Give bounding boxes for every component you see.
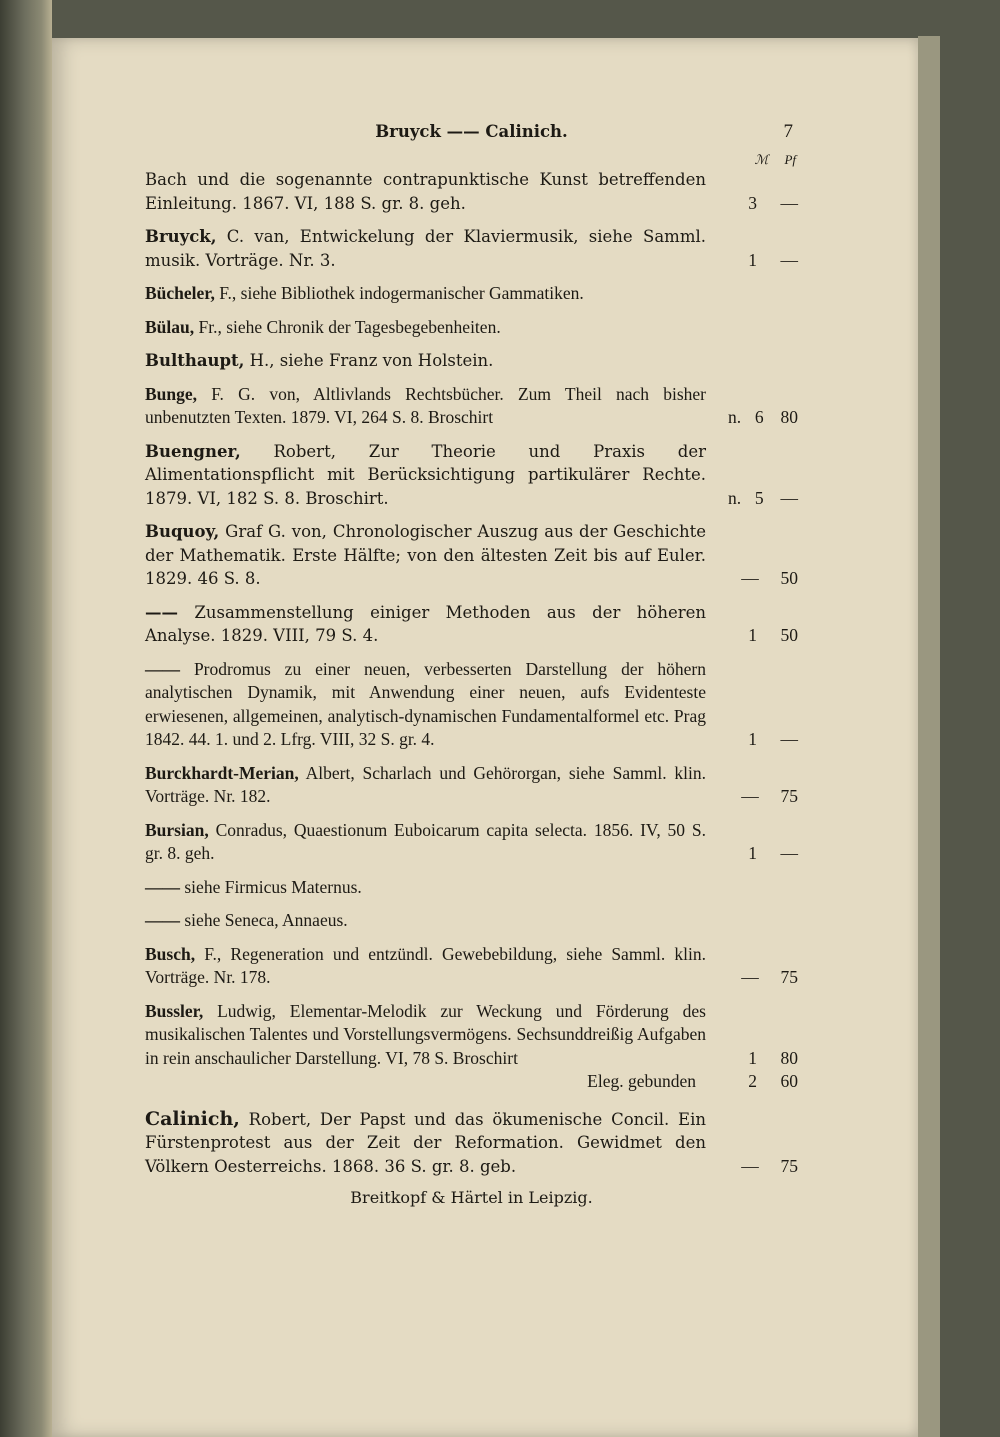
entry-description: Robert, Zur Theorie und Praxis der Alimentationspflicht mit Berücksichtigung partikulärer Rechte. 1879. VI, 182 S. 8. Broschirt.	[145, 441, 706, 508]
entry-description: F., siehe Bibliothek indogermanischer Gammatiken.	[219, 283, 584, 303]
entry-description: Ludwig, Elementar-Melodik zur Weckung und Förderung des musikalischen Talentes und Vorstellungsvermögens. Sechsunddreißig Aufgaben in rein anschaulicher Darstellung. VI, 78 S. Broschirt	[145, 1000, 706, 1068]
page-text	[145, 120, 798, 1210]
entry-author: Calinich,	[145, 1107, 240, 1130]
header-title: Bruyck —— Calinich.	[375, 122, 568, 141]
entry-author: Busch,	[145, 943, 196, 964]
entry-description: H., siehe Franz von Holstein.	[249, 351, 494, 370]
price-mark: 1	[748, 843, 757, 863]
entry-description: siehe Firmicus Maternus.	[184, 876, 362, 897]
entry-text	[145, 1070, 720, 1094]
price-mark: 3	[748, 192, 757, 213]
entry-text	[145, 909, 720, 933]
price-pf: —	[780, 729, 798, 749]
catalog-entry	[145, 658, 798, 752]
entry-text	[145, 316, 720, 340]
catalog-entry	[145, 349, 798, 373]
entry-author: Bücheler,	[145, 283, 215, 303]
price-pf: 75	[780, 967, 798, 987]
price-mark: —	[741, 786, 759, 806]
publisher-footer: Breitkopf & Härtel in Leipzig.	[350, 1188, 593, 1207]
catalog-entry	[145, 282, 798, 306]
cover-edge	[918, 36, 940, 1437]
entry-text	[145, 658, 720, 752]
entry-author: Bunge,	[145, 383, 198, 404]
entry-text	[145, 349, 720, 373]
entry-text	[145, 168, 720, 215]
catalog-entry	[145, 225, 798, 272]
entry-text	[145, 762, 720, 809]
entry-description: Robert, Der Papst und das ökumenische Concil. Ein Fürstenprotest aus der Zeit der Reformation. Gewidmet den Völkern Oesterreichs. 1868. 36 S. gr. 8. geb.	[145, 1109, 706, 1176]
price-pf: 75	[780, 786, 798, 806]
catalog-entry	[145, 520, 798, 591]
unit-pf: Pf	[784, 152, 796, 167]
entry-text	[145, 819, 720, 866]
entry-price	[720, 487, 798, 511]
entry-price	[720, 728, 798, 752]
entry-description: siehe Seneca, Annaeus.	[184, 910, 348, 930]
price-mark: 2	[748, 1071, 757, 1091]
price-pf: 80	[780, 407, 798, 427]
entry-author: Bülau,	[145, 316, 195, 337]
catalog-entry	[145, 440, 798, 511]
price-mark: 1	[748, 625, 757, 645]
entry-description: Graf G. von, Chronologischer Auszug aus der Geschichte der Mathematik. Erste Hälfte; von den ältesten Zeit bis auf Euler. 1829. 46 S. 8.	[145, 522, 706, 588]
price-mark: —	[741, 568, 759, 588]
entry-author: ——	[145, 658, 180, 679]
entry-author: Bruyck,	[145, 227, 217, 246]
unit-mark: ℳ	[754, 152, 769, 167]
price-mark: 1	[748, 1047, 757, 1068]
catalog-entry	[145, 943, 798, 990]
price-pf: 60	[780, 1071, 798, 1091]
catalog-entry	[145, 601, 798, 648]
entry-text	[145, 440, 720, 511]
price-mark: 5	[754, 487, 764, 508]
entry-price	[720, 567, 798, 591]
entry-text	[145, 876, 720, 900]
entry-text	[145, 1000, 720, 1071]
price-mark: 1	[748, 729, 757, 749]
entry-text	[145, 943, 720, 990]
entry-price	[720, 249, 798, 273]
entry-author: Buquoy,	[145, 522, 220, 541]
entry-text	[145, 601, 720, 648]
price-prefix: n.	[728, 407, 742, 427]
price-pf: —	[780, 249, 798, 270]
subentry-label: Eleg. gebunden	[587, 1071, 696, 1091]
price-unit-header	[145, 148, 798, 168]
price-pf: 75	[780, 1155, 798, 1176]
entry-text	[145, 520, 720, 591]
entry-author: Burckhardt-Merian,	[145, 762, 299, 783]
catalog-entry	[145, 168, 798, 215]
price-mark: 1	[748, 249, 757, 270]
price-mark: —	[741, 967, 759, 987]
entry-author: Buengner,	[145, 441, 241, 461]
entry-price	[720, 842, 798, 866]
price-pf: —	[780, 843, 798, 863]
price-mark: —	[741, 1155, 759, 1176]
entry-price	[720, 1070, 798, 1094]
price-prefix: n.	[728, 487, 742, 508]
catalog-entry	[145, 819, 798, 866]
entry-description: Conradus, Quaestionum Euboicarum capita selecta. 1856. IV, 50 S. gr. 8. geh.	[145, 819, 707, 863]
entry-price	[720, 785, 798, 809]
entry-description: Bach und die sogenannte contrapunktische Kunst betreffenden Einleitung. 1867. VI, 188 S. gr. 8. geh.	[145, 170, 706, 213]
entry-price	[720, 966, 798, 990]
entry-price	[720, 1155, 798, 1179]
entry-text	[145, 225, 720, 272]
entry-description: F., Regeneration und entzündl. Gewebebildung, siehe Samml. klin. Vorträge. Nr. 178.	[145, 943, 707, 987]
catalog-entry	[145, 1108, 798, 1179]
entry-text	[145, 282, 720, 306]
entry-author: Bulthaupt,	[145, 351, 245, 370]
catalog-entry	[145, 762, 798, 809]
entry-author: ——	[145, 910, 180, 930]
entry-text	[145, 1108, 720, 1179]
catalog-entry	[145, 876, 798, 900]
catalog-subentry	[145, 1070, 798, 1094]
entry-description: Albert, Scharlach und Gehörorgan, siehe Samml. klin. Vorträge. Nr. 182.	[145, 762, 706, 806]
entry-description: Zusammenstellung einiger Methoden aus der höheren Analyse. 1829. VIII, 79 S. 4.	[145, 602, 706, 645]
entry-author: ——	[145, 602, 178, 622]
entry-price	[720, 192, 798, 216]
entry-price	[720, 1047, 798, 1071]
price-pf: —	[780, 192, 798, 213]
page-number: 7	[783, 121, 793, 142]
price-pf: 50	[780, 568, 798, 588]
entry-price	[720, 406, 798, 430]
entry-description: C. van, Entwickelung der Klaviermusik, siehe Samml. musik. Vorträge. Nr. 3.	[145, 227, 706, 270]
entry-price	[720, 624, 798, 648]
price-pf: 50	[780, 625, 798, 645]
book-spine	[0, 0, 52, 1437]
entry-text	[145, 383, 720, 430]
price-mark: 6	[754, 407, 764, 427]
entry-description: Fr., siehe Chronik der Tagesbegebenheiten.	[198, 316, 501, 337]
running-header	[145, 120, 798, 144]
price-pf: 80	[780, 1047, 798, 1068]
catalog-entry	[145, 909, 798, 933]
catalog-entry	[145, 383, 798, 430]
entry-author: Bursian,	[145, 819, 209, 840]
price-pf: —	[780, 487, 798, 508]
entry-author: ——	[145, 876, 180, 897]
entry-author: Bussler,	[145, 1000, 204, 1021]
entry-description: Prodromus zu einer neuen, verbesserten Darstellung der höhern analytischen Dynamik, mit Anwendung einer neuen, aufs Evidenteste erwiesenen, allgemeinen, analytisch-dynamischen Fundamentalformel etc. Prag 1842. 44. 1. und 2. Lfrg. VIII, 32 S. gr. 4.	[145, 658, 706, 749]
catalog-entry	[145, 316, 798, 340]
catalog-entry	[145, 1000, 798, 1071]
entry-description: F. G. von, Altlivlands Rechtsbücher. Zum Theil nach bisher unbenutzten Texten. 1879. VI, 264 S. 8. Broschirt	[145, 383, 706, 427]
